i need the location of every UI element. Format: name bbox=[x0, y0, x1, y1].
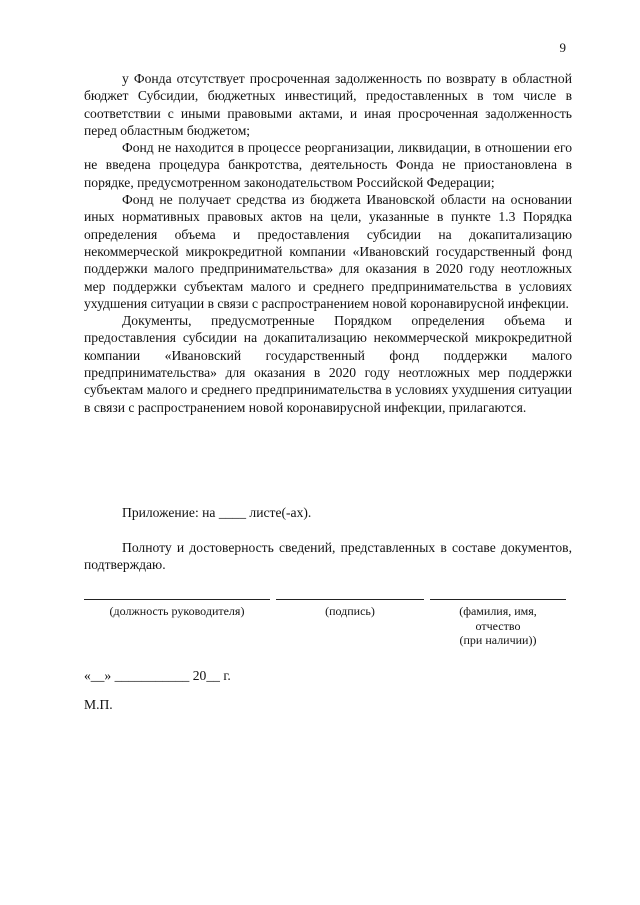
document-body bbox=[84, 70, 572, 416]
signature-line bbox=[276, 599, 424, 600]
full-name-label-line-3: (при наличии)) bbox=[459, 633, 537, 647]
date-line: «__» ___________ 20__ г. bbox=[84, 668, 231, 683]
paragraph-no-reorganization: Фонд не находится в процессе реорганизации, ликвидации, в отношении его не введена процедура банкротства, деятельность Фонда не приостановлена в порядке, предусмотренном законодательством Российской Федерации; bbox=[84, 140, 572, 190]
position-label: (должность руководителя) bbox=[109, 604, 245, 618]
paragraph-no-other-funding: Фонд не получает средства из бюджета Ивановской области на основании иных нормативных правовых актов на цели, указанные в пункте 1.3 Порядка определения объема и предоставления субсидии на докапитализацию некоммерческой микрокредитной компании «Ивановский государственный фонд поддержки малого предпринимательства» для оказания в 2020 году неотложных мер поддержки субъектам малого и среднего предпринимательства в условиях ухудшения ситуации в связи с распространением новой коронавирусной инфекции. bbox=[84, 192, 572, 311]
signature-label: (подпись) bbox=[325, 604, 375, 618]
paragraph-documents-attached: Документы, предусмотренные Порядком определения объема и предоставления субсидии на докапитализацию некоммерческой микрокредитной компании «Ивановский государственный фонд поддержки малого предпринимательства» для оказания в 2020 году неотложных мер поддержки субъектам малого и среднего предпринимательства в условиях ухудшения ситуации в связи с распространением новой коронавирусной инфекции, прилагаются. bbox=[84, 313, 572, 415]
paragraph-no-debt: у Фонда отсутствует просроченная задолженность по возврату в областной бюджет Субсидии, бюджетных инвестиций, предоставленных в том числе в соответствии с иными правовыми актами, и иная просроченная задолженность перед областным бюджетом; bbox=[84, 71, 572, 138]
attachment-line: Приложение: на ____ листе(-ах). bbox=[122, 505, 312, 520]
full-name-label bbox=[430, 604, 566, 648]
stamp-label: М.П. bbox=[84, 697, 113, 712]
position-signature-line bbox=[84, 599, 270, 600]
full-name-label-line-1: (фамилия, имя, bbox=[459, 604, 537, 618]
full-name-label-line-2: отчество bbox=[475, 618, 521, 633]
full-name-line bbox=[430, 599, 566, 600]
page-number: 9 bbox=[559, 40, 566, 55]
confirmation-statement: Полноту и достоверность сведений, представленных в составе документов, подтверждаю. bbox=[84, 540, 572, 573]
